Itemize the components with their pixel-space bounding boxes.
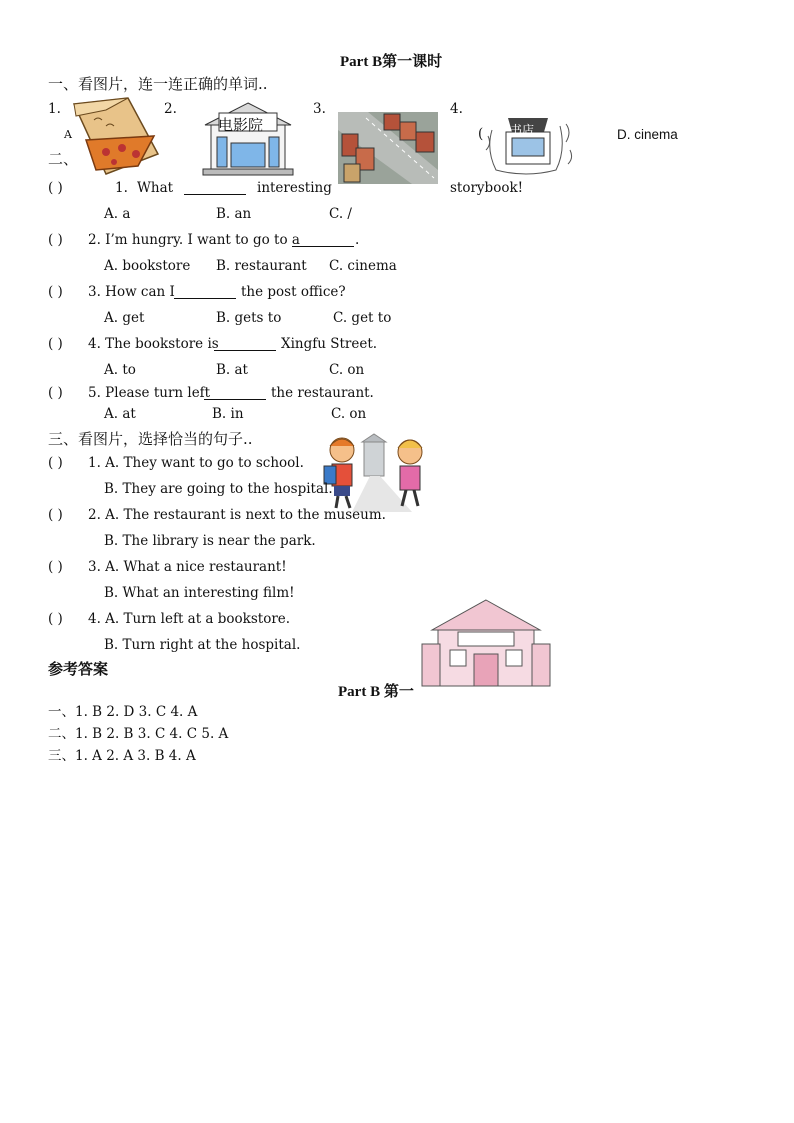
- street-image: [338, 112, 438, 184]
- q5-paren: ( ): [48, 385, 63, 401]
- q5-text: 5. Please turn left: [88, 385, 211, 401]
- q1-blank: [184, 182, 246, 195]
- q3-option-a: A. get: [104, 310, 145, 326]
- q5-end: the restaurant.: [271, 385, 374, 401]
- item-number-4: 4.: [450, 101, 463, 117]
- q2-text: 2. I’m hungry. I want to go to a: [88, 232, 300, 248]
- q4-option-a: A. to: [104, 362, 136, 378]
- s3-q1-paren: ( ): [48, 455, 63, 471]
- q4-option-c: C. on: [329, 362, 365, 378]
- s3-q4-option-a: 4. A. Turn left at a bookstore.: [88, 611, 291, 627]
- page-title: Part B第一课时: [340, 54, 443, 70]
- s3-q2-option-a: 2. A. The restaurant is next to the museum.: [88, 507, 386, 523]
- s3-q4-paren: ( ): [48, 611, 63, 627]
- item-number-3: 3.: [313, 101, 326, 117]
- q1-option-b: B. an: [216, 206, 252, 222]
- section-1-heading: 一、看图片，连一连正确的单词..: [48, 75, 268, 93]
- q3-end: the post office?: [241, 284, 346, 300]
- q4-option-b: B. at: [216, 362, 248, 378]
- q3-option-b: B. gets to: [216, 310, 282, 326]
- q2-option-c: C. cinema: [329, 258, 397, 274]
- q4-text: 4. The bookstore is: [88, 336, 219, 352]
- children-walking-image: [322, 432, 430, 512]
- q3-blank: [174, 286, 236, 299]
- q2-end: .: [355, 232, 360, 248]
- answer-line-1: 一、1. B 2. D 3. C 4. A: [48, 704, 198, 720]
- paren-open: (: [478, 126, 484, 142]
- q5-option-a: A. at: [104, 406, 136, 422]
- restaurant-image: [420, 600, 552, 692]
- answers-subtitle: Part B 第一: [338, 684, 414, 700]
- s3-q4-option-b: B. Turn right at the hospital.: [104, 637, 301, 653]
- s3-q2-option-b: B. The library is near the park.: [104, 533, 316, 549]
- q2-blank: [292, 234, 354, 247]
- q4-blank: [214, 338, 276, 351]
- q3-option-c: C. get to: [333, 310, 392, 326]
- s3-q3-paren: ( ): [48, 559, 63, 575]
- item-number-1: 1.: [48, 101, 61, 117]
- q1-option-c: C. /: [329, 206, 352, 222]
- s3-q3-option-b: B. What an interesting film!: [104, 585, 295, 601]
- s3-q1-option-a: 1. A. They want to go to school.: [88, 455, 304, 471]
- s3-q1-option-b: B. They are going to the hospital.: [104, 481, 333, 497]
- answer-line-2: 二、1. B 2. B 3. C 4. C 5. A: [48, 726, 229, 742]
- q3-text: 3. How can I: [88, 284, 175, 300]
- q2-option-b: B. restaurant: [216, 258, 307, 274]
- q1-option-a: A. a: [104, 206, 131, 222]
- option-d-cinema: D. cinema: [617, 127, 678, 142]
- pizza-image: [66, 96, 162, 176]
- partial-option-a: A: [64, 128, 72, 141]
- q5-option-b: B. in: [212, 406, 244, 422]
- section-2-heading: 二、: [48, 150, 79, 168]
- q1-text-1: What: [137, 180, 174, 196]
- bookstore-sign: 书店: [510, 123, 535, 137]
- answer-line-3: 三、1. A 2. A 3. B 4. A: [48, 748, 196, 764]
- q3-paren: ( ): [48, 284, 63, 300]
- q1-paren: ( ): [48, 180, 63, 196]
- q5-blank: [204, 387, 266, 400]
- q1-text-2: interesting: [257, 180, 332, 196]
- answers-heading: 参考答案: [48, 660, 109, 678]
- item-number-2: 2.: [164, 101, 177, 117]
- section-3-heading: 三、看图片，选择恰当的句子..: [48, 430, 253, 448]
- s3-q2-paren: ( ): [48, 507, 63, 523]
- q4-end: Xingfu Street.: [281, 336, 378, 352]
- cinema-sign: 电影院: [218, 116, 264, 134]
- q1-number: 1.: [115, 180, 128, 196]
- q4-paren: ( ): [48, 336, 63, 352]
- q2-paren: ( ): [48, 232, 63, 248]
- q1-text-3: storybook!: [450, 180, 524, 196]
- s3-q3-option-a: 3. A. What a nice restaurant!: [88, 559, 287, 575]
- q2-option-a: A. bookstore: [104, 258, 191, 274]
- q5-option-c: C. on: [331, 406, 367, 422]
